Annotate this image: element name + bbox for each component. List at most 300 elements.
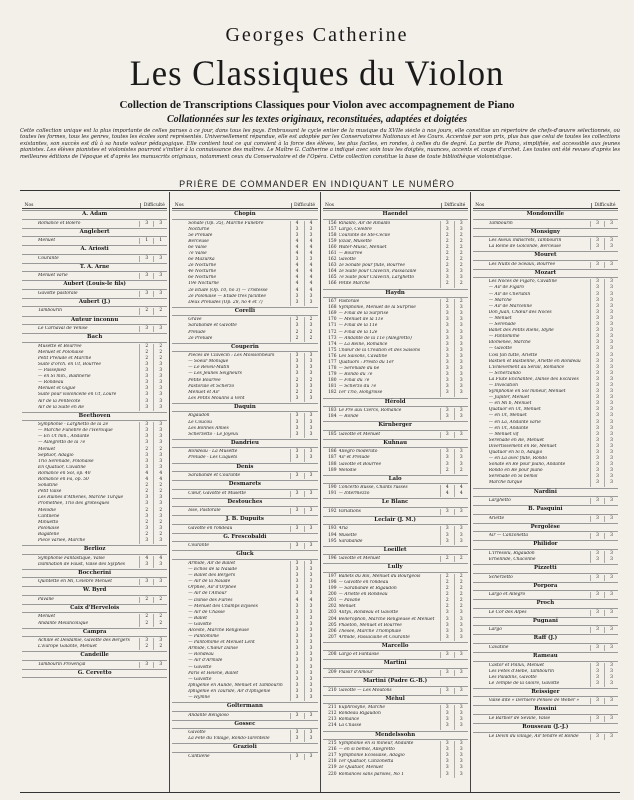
entry-number: 205 (328, 622, 337, 628)
entry-title: 2e Quatuor, Menuet (338, 765, 384, 771)
entry-title: — Ballet des Bergers (188, 573, 236, 579)
entry-difficulty-violin: 3 (590, 346, 604, 352)
entry-difficulty-violin: 3 (440, 336, 454, 342)
entry-difficulty-violin: 3 (590, 279, 604, 285)
entry-number: 175 (328, 347, 337, 353)
entry-difficulty-violin: 3 (440, 269, 454, 275)
entry-number: 167 (328, 299, 337, 305)
entry-number: 220 (328, 771, 337, 777)
composer-heading: J. B. Dupuits (172, 515, 317, 525)
entry-title: Nocturne (188, 226, 210, 232)
composer-heading: Pugnani (473, 617, 618, 627)
entry-difficulty-violin: 3 (590, 669, 604, 675)
entry-title: — Ballet (188, 615, 208, 621)
entry-difficulty-violin: 3 (590, 645, 604, 651)
entry-difficulty-piano: 3 (304, 634, 318, 640)
entry-difficulty-violin: 3 (590, 438, 604, 444)
catalog-entry (22, 579, 167, 585)
composer-heading: Denis (172, 463, 317, 473)
entry-difficulty-violin: 3 (440, 705, 454, 711)
entry-difficulty-violin: 3 (290, 526, 304, 532)
entry-difficulty-violin: 3 (290, 508, 304, 514)
entry-difficulty-piano: 3 (604, 238, 618, 244)
catalog-entry (323, 281, 468, 287)
entry-difficulty-violin: 3 (440, 366, 454, 372)
entry-difficulty-piano: 3 (604, 389, 618, 395)
entry-difficulty-piano: 3 (604, 551, 618, 557)
entry-difficulty-violin: 4 (290, 288, 304, 294)
column-header-difficulty: Difficulté (140, 203, 167, 208)
composer-heading: Bach (22, 333, 167, 343)
entry-difficulty-piano: 3 (454, 765, 468, 771)
composer-heading: Daquin (172, 403, 317, 413)
entry-difficulty-piano: 4 (153, 477, 167, 483)
entry-difficulty-piano: 3 (304, 736, 318, 742)
entry-difficulty-piano: 3 (304, 323, 318, 329)
entry-difficulty-violin: 3 (590, 420, 604, 426)
entry-title: — en Ut, Menuet (488, 413, 527, 419)
entry-difficulty-piano: 3 (604, 516, 618, 522)
entry-difficulty-piano: 3 (454, 354, 468, 360)
entry-title: L'Enlèvement au Sérail, Romance (488, 364, 565, 370)
entry-difficulty-violin: 3 (290, 371, 304, 377)
entry-title: Menuet (38, 614, 56, 620)
entry-difficulty-piano: 3 (304, 359, 318, 365)
entry-difficulty-piano: 3 (454, 723, 468, 729)
composer-heading: Martini (323, 659, 468, 669)
entry-title: Rondo en Ré pour piano (488, 468, 543, 474)
entry-title: — Ariette en Rondeau (338, 592, 388, 598)
entry-difficulty-piano: 3 (304, 413, 318, 419)
entry-difficulty-violin: 3 (290, 396, 304, 402)
entry-title: 1er Trio, Hongroise (338, 390, 383, 396)
entry-difficulty-violin: 3 (590, 377, 604, 383)
entry-difficulty-violin: 3 (440, 741, 454, 747)
entry-difficulty-piano: 3 (304, 543, 318, 549)
entry-difficulty-piano: 3 (304, 689, 318, 695)
entry-title: Divertissement en Ré, Menuet (488, 443, 557, 449)
composer-heading: B. Pasquini (473, 505, 618, 515)
entry-difficulty-piano: 2 (153, 508, 167, 514)
composer-heading: Martini (Padre G.-B.) (323, 677, 468, 687)
entry-number (172, 300, 188, 306)
entry-title: Quatuors : Presto du 1er (338, 359, 394, 365)
entry-title: — Air de Chasse (188, 609, 225, 615)
entry-difficulty-violin: 2 (440, 257, 454, 263)
column-header-number: Nos (24, 203, 34, 208)
composer-heading: Rousseau (J.-J.) (473, 723, 618, 733)
entry-title: Pastorale et Scherzo (188, 383, 235, 389)
entry-difficulty-violin: 3 (290, 233, 304, 239)
entry-difficulty-violin: 3 (440, 533, 454, 539)
entry-difficulty-piano: 3 (604, 592, 618, 598)
entry-difficulty-violin: 3 (590, 413, 604, 419)
entry-number: 217 (328, 753, 337, 759)
entry-title: — Menuet vif (488, 431, 519, 437)
entry-title: Castor et Pollux, Menuet (488, 662, 545, 668)
entry-difficulty-piano: 3 (454, 221, 468, 227)
composer-heading: Destouches (172, 498, 317, 508)
entry-title: — Air de la Naïade (188, 579, 231, 585)
entry-title: Aria (338, 526, 348, 532)
entry-title: Les Petits Moulins à Vent (188, 395, 245, 401)
entry-title: Musette (338, 532, 357, 538)
entry-difficulty-violin: 3 (590, 462, 604, 468)
entry-number (172, 455, 188, 461)
composer-heading: A. Adam (22, 210, 167, 220)
entry-difficulty-violin: 2 (139, 344, 153, 350)
entry-difficulty-piano: 3 (604, 359, 618, 365)
composer-heading: Mondonville (473, 210, 618, 220)
entry-difficulty-piano: 3 (304, 585, 318, 591)
entry-title: Damnation de Faust, Valse des Sylphes (38, 561, 126, 567)
entry-difficulty-piano: 1 (153, 238, 167, 244)
entry-difficulty-violin: 4 (290, 251, 304, 257)
entry-difficulty-violin: 3 (590, 322, 604, 328)
entry-difficulty-violin: 2 (440, 604, 454, 610)
catalog-entry (323, 688, 468, 694)
entry-title: 6e Valse (188, 244, 207, 250)
entry-number (22, 326, 38, 332)
entry-difficulty-violin: 3 (139, 514, 153, 520)
entry-difficulty-violin: 3 (590, 304, 604, 310)
entry-difficulty-violin: 3 (290, 413, 304, 419)
entry-difficulty-violin: 3 (440, 747, 454, 753)
catalog-column (20, 192, 169, 792)
entry-title: Petite Bourrée (188, 377, 221, 383)
entry-difficulty-violin: 3 (440, 317, 454, 323)
entry-difficulty-violin: 3 (139, 638, 153, 644)
entry-difficulty-violin: 3 (139, 256, 153, 262)
entry-difficulty-piano: 3 (604, 438, 618, 444)
entry-title: Euphrosyne, Marche (338, 705, 385, 711)
entry-title: Menuet et Polonaise (38, 349, 84, 355)
entry-difficulty-violin: 2 (139, 621, 153, 627)
entry-difficulty-violin: 4 (290, 245, 304, 251)
entry-difficulty-piano: 3 (454, 617, 468, 623)
entry-title: Water-Music, Menuet (338, 244, 387, 250)
entry-title: Symphonie Ecossaise, Adagio (338, 753, 405, 759)
entry-difficulty-piano: 3 (153, 459, 167, 465)
entry-difficulty-piano: 3 (454, 408, 468, 414)
entry-difficulty-violin: 3 (139, 326, 153, 332)
entry-difficulty-piano: 3 (304, 449, 318, 455)
entry-title: Symphonie en si mineur, Andante (338, 741, 414, 747)
entry-title: — Air de Figaro (488, 285, 525, 291)
entry-difficulty-violin: 2 (440, 574, 454, 580)
entry-title: — Air de Marceline (488, 303, 532, 309)
entry-title: Le Devin du village, Air tendre et Ronde (488, 733, 579, 739)
entry-difficulty-piano: 3 (604, 304, 618, 310)
entry-title: Le Coucou (188, 419, 212, 425)
entry-difficulty-violin: 2 (290, 390, 304, 396)
entry-number (22, 562, 38, 568)
entry-difficulty-violin: 3 (139, 662, 153, 668)
entry-difficulty-piano: 3 (604, 575, 618, 581)
entry-difficulty-piano: 3 (304, 591, 318, 597)
entry-title: Jozad, Musette (338, 238, 372, 244)
entry-title: — Final de la Surprise (338, 311, 389, 317)
entry-title: Largo, Célèbre (338, 226, 372, 232)
entry-difficulty-violin: 2 (440, 281, 454, 287)
entry-difficulty-piano: 3 (304, 754, 318, 760)
entry-difficulty-piano: 3 (304, 604, 318, 610)
entry-title: Valse dite « Dernière Pensée de Weber » (488, 698, 580, 704)
entry-difficulty-violin: 3 (139, 495, 153, 501)
entry-difficulty-piano: 4 (304, 263, 318, 269)
entry-difficulty-violin: 3 (290, 426, 304, 432)
entry-number (172, 526, 188, 532)
composer-heading: Pergolèse (473, 523, 618, 533)
entry-difficulty-violin: 3 (440, 432, 454, 438)
composer-heading: Kirnberger (323, 421, 468, 431)
column-header (473, 192, 618, 209)
entry-difficulty-piano: 3 (304, 683, 318, 689)
entry-difficulty-piano: 3 (604, 468, 618, 474)
entry-difficulty-violin: 4 (290, 281, 304, 287)
entry-number: 169 (328, 311, 337, 317)
entry-difficulty-piano: 3 (304, 628, 318, 634)
entry-difficulty-piano: 3 (604, 480, 618, 486)
entry-difficulty-piano: 2 (153, 597, 167, 603)
entry-difficulty-violin: 3 (290, 543, 304, 549)
entry-title: Romance (338, 717, 360, 723)
entry-title: — en La avec flûte, Rondo (488, 456, 547, 462)
catalog-entry (22, 291, 167, 297)
catalog-entry (323, 432, 468, 438)
entry-difficulty-piano: 3 (454, 688, 468, 694)
entry-title: Symphonie, Menuet de la Surprise (338, 305, 416, 311)
catalog-entry (22, 538, 167, 544)
composer-heading: Beethoven (22, 412, 167, 422)
entry-number (22, 662, 38, 668)
entry-title: Air — Canzonetta (488, 533, 528, 539)
entry-number (473, 533, 489, 539)
composer-heading: Mozart (473, 269, 618, 279)
entry-difficulty-violin: 4 (290, 275, 304, 281)
entry-number: 166 (328, 281, 337, 287)
entry-difficulty-piano: 3 (604, 401, 618, 407)
entry-title: Grave (188, 317, 202, 323)
entry-number: 214 (328, 723, 337, 729)
entry-title: Cœur, Gavotte et Musette (188, 490, 247, 496)
composer-heading: Aubert (Louis-le fils) (22, 280, 167, 290)
entry-difficulty-violin: 3 (290, 634, 304, 640)
entry-difficulty-violin: 2 (440, 586, 454, 592)
entry-number (172, 695, 188, 701)
entry-difficulty-piano: 3 (153, 562, 167, 568)
entry-title: 7e Suite pour Clavecin, Larghetto (338, 275, 415, 281)
catalog-entry (473, 592, 618, 598)
entry-number (172, 336, 188, 342)
entry-difficulty-piano: 3 (454, 652, 468, 658)
entry-title: Gavotte pastorale (38, 290, 78, 296)
entry-difficulty-piano: 2 (304, 390, 318, 396)
entry-title: Le Carnaval de Venise (38, 326, 88, 332)
entry-difficulty-piano: 3 (153, 368, 167, 374)
entry-difficulty-violin: 3 (590, 316, 604, 322)
entry-difficulty-violin: 3 (290, 567, 304, 573)
entry-difficulty-piano: 3 (454, 269, 468, 275)
entry-number (473, 592, 489, 598)
catalog-entry (323, 556, 468, 562)
entry-title: Rinaldo, Air de Rinaldo (338, 220, 391, 226)
entry-title: — Ronde (338, 414, 359, 420)
entry-difficulty-violin: 2 (440, 263, 454, 269)
composer-heading: Philidor (473, 540, 618, 550)
entry-number: 184 (328, 414, 337, 420)
entry-difficulty-piano: 3 (304, 671, 318, 677)
entry-difficulty-piano: 3 (604, 346, 618, 352)
catalog-entry (323, 491, 468, 497)
entry-difficulty-piano: 3 (604, 474, 618, 480)
composer-heading: Méhul (323, 695, 468, 705)
entry-difficulty-violin: 2 (139, 644, 153, 650)
entry-number: 165 (328, 275, 337, 281)
entry-difficulty-violin: 3 (440, 275, 454, 281)
entry-title: Largo et Fantaisie (338, 652, 379, 658)
entry-difficulty-piano: 2 (304, 378, 318, 384)
entry-difficulty-violin: 3 (440, 455, 454, 461)
entry-difficulty-violin: 2 (139, 597, 153, 603)
entry-title: Mélodie (38, 507, 56, 513)
entry-difficulty-piano: 3 (604, 462, 618, 468)
header-rule (20, 190, 620, 191)
entry-difficulty-violin: 3 (440, 717, 454, 723)
entry-number (473, 681, 489, 687)
entry-difficulty-piano: 3 (454, 336, 468, 342)
entry-difficulty-piano: 3 (454, 378, 468, 384)
entry-number: 162 (328, 257, 337, 263)
entry-difficulty-violin: 3 (590, 238, 604, 244)
entry-difficulty-piano: 2 (454, 574, 468, 580)
entry-title: — Gavotte (188, 676, 212, 682)
entry-difficulty-piano: 3 (304, 579, 318, 585)
entry-title: Petite Marche (338, 281, 370, 287)
entry-difficulty-violin: 3 (440, 711, 454, 717)
entry-number: 191 (328, 491, 337, 497)
entry-title: Quintette en Mi, Célèbre Menuet (38, 579, 113, 585)
entry-title: — en Ut, Andante (488, 425, 529, 431)
entry-difficulty-piano: 3 (153, 386, 167, 392)
entry-difficulty-piano: 2 (153, 356, 167, 362)
entry-difficulty-violin: 3 (139, 428, 153, 434)
entry-title: Sérénade en Si bémol (488, 474, 538, 480)
entry-difficulty-piano: 3 (304, 610, 318, 616)
entry-difficulty-piano: 3 (604, 334, 618, 340)
entry-difficulty-violin: 3 (590, 592, 604, 598)
entry-difficulty-violin: 3 (290, 300, 304, 306)
entry-title: Trio Sérénade, Polonaise (38, 458, 94, 464)
entry-title: Gavotte (188, 730, 206, 736)
entry-difficulty-piano: 3 (153, 422, 167, 428)
entry-title: — Final de la 12e (338, 329, 378, 335)
entry-difficulty-piano: 3 (454, 610, 468, 616)
entry-difficulty-violin: 3 (590, 371, 604, 377)
entry-difficulty-piano: 2 (454, 233, 468, 239)
entry-title: 6e Mazurka (188, 257, 215, 263)
catalog-entry (323, 670, 468, 676)
entry-title: Courante (38, 255, 59, 261)
composer-heading: Gluck (172, 550, 317, 560)
collection-subtitle-2: Collationnées sur les textes originaux, reconstituées, adaptées et doigtées (167, 114, 467, 125)
entry-difficulty-violin: 4 (290, 239, 304, 245)
entry-title: Les Bonnes Amies (188, 425, 229, 431)
entry-difficulty-piano: 3 (454, 311, 468, 317)
entry-number: 204 (328, 616, 337, 622)
entry-difficulty-piano: 3 (304, 491, 318, 497)
entry-difficulty-violin: 3 (440, 623, 454, 629)
composer-heading: Chopin (172, 210, 317, 220)
entry-number: 170 (328, 317, 337, 323)
entry-difficulty-piano: 3 (604, 610, 618, 616)
entry-title: Pièce variée, Marche (38, 537, 86, 543)
entry-difficulty-piano: 3 (454, 509, 468, 515)
entry-difficulty-piano: 3 (454, 526, 468, 532)
composer-heading: Berlioz (22, 545, 167, 555)
entry-title: Gavotte — Les Moutons (338, 687, 392, 693)
catalog-entry (172, 526, 317, 532)
entry-difficulty-violin: 3 (590, 533, 604, 539)
entry-difficulty-violin: 3 (590, 353, 604, 359)
entry-difficulty-piano: 3 (454, 414, 468, 420)
entry-difficulty-violin: 3 (290, 365, 304, 371)
entry-title: — Danse des Furies (188, 597, 233, 603)
composer-heading: Mendelssohn (323, 731, 468, 741)
composer-heading: Auteur inconnu (22, 316, 167, 326)
entry-title: 2e Polonaise — Etude très facilitée (188, 293, 266, 299)
entry-title: — Intermezzo (338, 491, 370, 497)
entry-difficulty-piano: 3 (304, 455, 318, 461)
entry-difficulty-violin: 1 (139, 238, 153, 244)
entry-difficulty-piano: 3 (304, 658, 318, 664)
entry-difficulty-piano: 3 (304, 646, 318, 652)
catalog-entry (172, 543, 317, 549)
entry-difficulty-piano: 2 (153, 447, 167, 453)
entry-title: — Pantomime (488, 334, 520, 340)
entry-difficulty-piano: 3 (454, 390, 468, 396)
entry-difficulty-piano: 3 (153, 440, 167, 446)
entry-title: En Quatuor, Cavatine (38, 464, 86, 470)
entry-number: 181 (328, 384, 337, 390)
entry-difficulty-violin: 3 (590, 498, 604, 504)
entry-title: — Air d'Armide (188, 658, 223, 664)
catalog-entry (473, 221, 618, 227)
composer-heading: Le Blanc (323, 498, 468, 508)
entry-difficulty-piano: 4 (304, 245, 318, 251)
composer-heading: G. Frescobaldi (172, 533, 317, 543)
entry-difficulty-violin: 3 (139, 465, 153, 471)
catalog-entry (323, 539, 468, 545)
catalog-entry (323, 509, 468, 515)
entry-difficulty-piano: 3 (304, 473, 318, 479)
entry-difficulty-piano: 3 (304, 432, 318, 438)
entry-title: Andante Religioso (188, 712, 229, 718)
entry-difficulty-violin: 3 (440, 221, 454, 227)
entry-difficulty-piano: 3 (304, 384, 318, 390)
entry-number (22, 644, 38, 650)
entry-title: Gavotte et Menuet (338, 431, 381, 437)
entry-number: 188 (328, 461, 337, 467)
catalog-entry (323, 723, 468, 729)
entry-title: Le Cor des Alpes (488, 609, 527, 615)
catalog-entry (22, 405, 167, 411)
entry-title: Andante Mélancolique (38, 620, 89, 626)
entry-difficulty-piano: 2 (153, 532, 167, 538)
entry-title: Gavotte en rondeau (188, 525, 233, 531)
entry-difficulty-piano: 2 (153, 614, 167, 620)
entry-number (22, 238, 38, 244)
